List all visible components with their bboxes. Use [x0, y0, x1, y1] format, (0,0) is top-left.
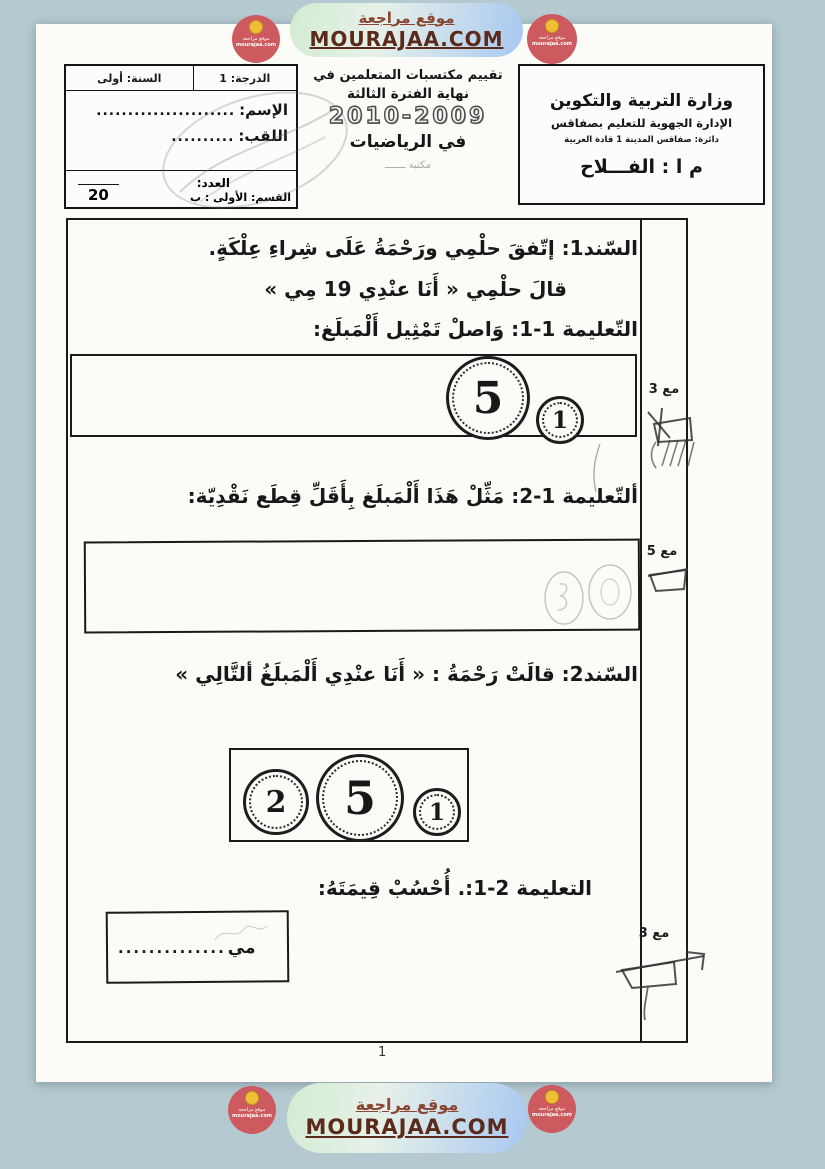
ministry-line: وزارة التربية والتكوين	[549, 91, 734, 111]
coin-1-millime	[536, 396, 584, 444]
context-2-text: السّند2: قالَتْ رَحْمَةُ : « أَنَا عنْدِي أَلْمَبلَغُ ألتَّالِي »	[175, 662, 638, 686]
school-name: م ا : الفـــلاح	[580, 156, 703, 178]
coin-value: 1	[551, 406, 568, 434]
site-logo[interactable]	[527, 14, 577, 64]
library-stamp-text: مكتبة ـــــــ	[385, 160, 431, 171]
criterion-mark-2: مع 5	[646, 544, 678, 559]
faint-pencil-coin-sketches	[538, 552, 638, 632]
site-link-arabic[interactable]: موقع مراجعة	[358, 8, 455, 27]
logo-text-arabic: موقع مراجعة	[242, 36, 270, 42]
handwritten-check-shape-3	[616, 942, 716, 1022]
coin-5-millimes	[446, 356, 530, 440]
coin-2-millimes	[243, 769, 309, 835]
class-label: القسم: الأولى : ب	[189, 191, 291, 204]
site-logo[interactable]	[228, 1086, 276, 1134]
site-banner-top[interactable]	[290, 3, 523, 57]
coin-5-millimes	[316, 754, 404, 842]
administration-line: الإدارة الجهوية للتعليم بصفاقس	[550, 116, 733, 130]
coin-value: 5	[343, 771, 376, 825]
handwritten-check-shape-2	[644, 562, 694, 598]
coin-value: 5	[472, 372, 504, 424]
logo-text-english: mourajaa.com	[231, 1113, 272, 1119]
exam-title-block	[300, 68, 516, 171]
logo-text-arabic: موقع مراجعة	[238, 1107, 266, 1113]
title-line2: نهاية الفترة الثالثة	[346, 86, 470, 102]
handwritten-check-shape-1	[646, 402, 700, 448]
school-years: 2010-2009	[328, 104, 488, 129]
coin-value: 1	[428, 798, 445, 826]
site-logo[interactable]	[528, 1085, 576, 1133]
logo-text-english: mourajaa.com	[531, 1112, 572, 1118]
name-label: الإسم:	[239, 101, 288, 119]
surname-label: اللقب:	[238, 127, 288, 145]
logo-book-icon	[545, 19, 559, 33]
criterion-mark-3: مع 3	[638, 926, 670, 941]
score-total: 20	[78, 184, 119, 204]
criterion-mark-1: مع 3	[648, 382, 680, 397]
currency-unit-label: مي	[227, 938, 256, 958]
context-1-text: السّند1: إتّفقَ حلْمِي ورَحْمَةُ عَلَى شِراءِ عِلْكَةٍ.	[208, 236, 638, 260]
school-info-box	[518, 64, 765, 205]
logo-book-icon	[245, 1091, 259, 1105]
grade-label: الدرجة: 1	[193, 66, 297, 90]
faint-pencil-scribble	[210, 920, 272, 946]
site-link-english[interactable]: MOURAJAA.COM	[305, 1115, 509, 1140]
subject-title: في الرياضيات	[349, 132, 467, 152]
instruction-1-1-text: التّعليمة 1-1: وَاصلْ تَمْثِيل أَلْمَبلَغ:	[312, 317, 638, 341]
answer-blank-line: ..............	[118, 939, 226, 957]
margin-divider-line	[640, 218, 642, 1043]
logo-book-icon	[545, 1090, 559, 1104]
logo-text-arabic: موقع مراجعة	[538, 1106, 566, 1112]
surname-blank-line: ..........	[171, 129, 235, 145]
logo-text-english: mourajaa.com	[235, 42, 276, 48]
score-label: العدد:	[196, 176, 230, 190]
year-label: السنة: أولى	[97, 71, 162, 85]
site-link-arabic[interactable]: موقع مراجعة	[355, 1095, 459, 1115]
instruction-2-1-text: التعليمة 2-1:. أُحْسُبْ قِيمَتَهُ:	[317, 876, 592, 900]
logo-text-arabic: موقع مراجعة	[538, 35, 566, 41]
instruction-1-2-text: ألتّعليمة 1-2: مَثِّلْ هَذَا أَلْمَبلَغ بِأَقَلِّ قِطَع نَقْدِيّة:	[187, 484, 638, 508]
logo-text-english: mourajaa.com	[531, 41, 572, 47]
district-line: دائرة: صفاقس المدينة 1 قادة العربية	[564, 135, 719, 145]
title-line1: تقييم مكتسبات المتعلمين في	[313, 68, 503, 83]
coin-1-millime	[413, 788, 461, 836]
site-logo[interactable]	[232, 15, 280, 63]
coin-value: 2	[265, 784, 287, 820]
site-banner-bottom[interactable]	[287, 1083, 527, 1153]
quote-helmi-text: قالَ حلْمِي « أَنَا عنْدِي 19 مِي »	[264, 277, 567, 301]
site-link-english[interactable]: MOURAJAA.COM	[309, 27, 504, 52]
name-blank-line: ......................	[96, 103, 236, 119]
page-number: 1	[378, 1045, 387, 1060]
logo-book-icon	[249, 20, 263, 34]
